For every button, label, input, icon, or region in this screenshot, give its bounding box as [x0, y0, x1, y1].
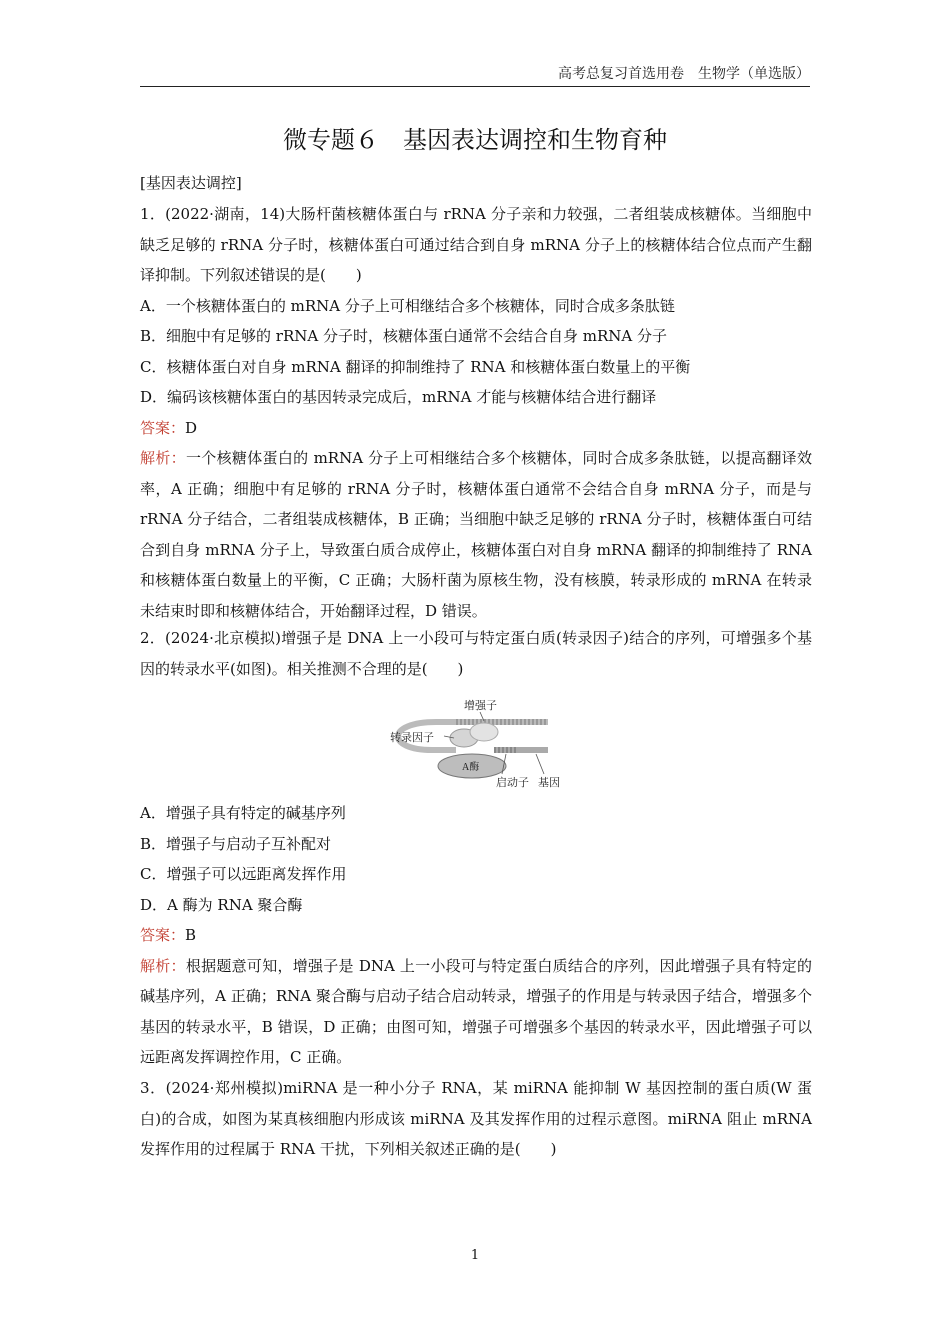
option-c: C．增强子可以远距离发挥作用: [140, 865, 347, 883]
enhancer-label: 增强子: [464, 700, 497, 712]
analysis-paragraph: [140, 951, 812, 1073]
answer-label: 答案：: [140, 418, 186, 437]
leader-line: [536, 754, 544, 774]
analysis-label: 解析：: [140, 449, 186, 467]
page-header: 高考总复习首选用卷 生物学（单选版）: [140, 64, 810, 87]
option-c: C．核糖体蛋白对自身 mRNA 翻译的抑制维持了 RNA 和核糖体蛋白数量上的平衡: [140, 357, 691, 376]
option-d: D．编码该核糖体蛋白的基因转录完成后，mRNA 才能与核糖体结合进行翻译: [140, 388, 657, 406]
answer-line: [140, 413, 812, 444]
option-d: D．A 酶为 RNA 聚合酶: [140, 895, 303, 914]
analysis-text: 根据题意可知，增强子是 DNA 上一小段可与特定蛋白质结合的序列，因此增强子具有特定的碱基序列，A 正确；RNA 聚合酶与启动子结合启动转录，增强子的作用是与转录因子结合，增强多个基因的转录水平，B 错误，D 正确；由图可知，增强子可增强多个基因的转录水平，因此增强子可以远距离发挥调控作用，C 正确。: [140, 956, 812, 1066]
question-stem: 2．(2024·北京模拟)增强子是 DNA 上一小段可与特定蛋白质(转录因子)结合的序列，可增强多个基因的转录水平(如图)。相关推测不合理的是( ): [140, 629, 812, 678]
option-b: B．增强子与启动子互补配对: [140, 834, 332, 853]
enhancer-diagram: [384, 694, 580, 792]
analysis-label: 解析：: [140, 956, 186, 975]
question-3: [140, 1073, 812, 1165]
answer-value: B: [185, 926, 197, 944]
analysis-paragraph: [140, 443, 812, 626]
question-2: [140, 623, 812, 684]
gene-label: 基因: [538, 777, 560, 789]
question-2-options: [140, 798, 812, 1073]
page-number: 1: [470, 1248, 480, 1263]
answer-label: 答案：: [140, 926, 186, 944]
promoter-label: 启动子: [496, 777, 529, 789]
analysis-text: 一个核糖体蛋白的 mRNA 分子上可相继结合多个核糖体，同时合成多条肽链，以提高翻译效率，A 正确；细胞中有足够的 rRNA 分子时，核糖体蛋白通常不会结合自身 mRNA 分子，而是与 rRNA 分子结合，二者组装成核糖体，B 正确；当细胞中缺乏足够的 rRNA 分子时，核糖体蛋白可结合到自身 mRNA 分子上，导致蛋白质合成停止，核糖体蛋白对自身 mRNA 翻译的抑制维持了 RNA 和核糖体蛋白数量上的平衡，C 正确；大肠杆菌为原核生物，没有核膜，转录形成的 mRNA 在转录未结束时即和核糖体结合，开始翻译过程，D 错误。: [140, 449, 812, 620]
a-enzyme-label: A酶: [462, 762, 480, 773]
question-stem: 3．(2024·郑州模拟)miRNA 是一种小分子 RNA，某 miRNA 能抑制 W 基因控制的蛋白质(W 蛋白)的合成，如图为某真核细胞内形成该 miRNA 及其发挥作用的过程示意图。miRNA 阻止 mRNA 发挥作用的过程属于 RNA 干扰，下列相关叙述正确的是( ): [140, 1079, 812, 1158]
option-b: B．细胞中有足够的 rRNA 分子时，核糖体蛋白通常不会结合自身 mRNA 分子: [140, 327, 667, 345]
option-a: A．增强子具有特定的碱基序列: [140, 804, 346, 822]
question-stem: 1．(2022·湖南，14)大肠杆菌核糖体蛋白与 rRNA 分子亲和力较强，二者组装成核糖体。当细胞中缺乏足够的 rRNA 分子时，核糖体蛋白可通过结合到自身 mRNA 分子上的核糖体结合位点而产生翻译抑制。下列叙述错误的是( ): [140, 205, 812, 284]
question-1: [140, 199, 812, 626]
answer-value: D: [185, 418, 198, 437]
transcription-factor-shape: [470, 723, 498, 741]
section-label: [基因表达调控]: [140, 174, 242, 192]
option-a: A．一个核糖体蛋白的 mRNA 分子上可相继结合多个核糖体，同时合成多条肽链: [140, 296, 675, 315]
answer-line: [140, 920, 812, 951]
page-title: 微专题６ 基因表达调控和生物育种: [283, 126, 667, 154]
transcription-factor-label: 转录因子: [390, 732, 434, 744]
